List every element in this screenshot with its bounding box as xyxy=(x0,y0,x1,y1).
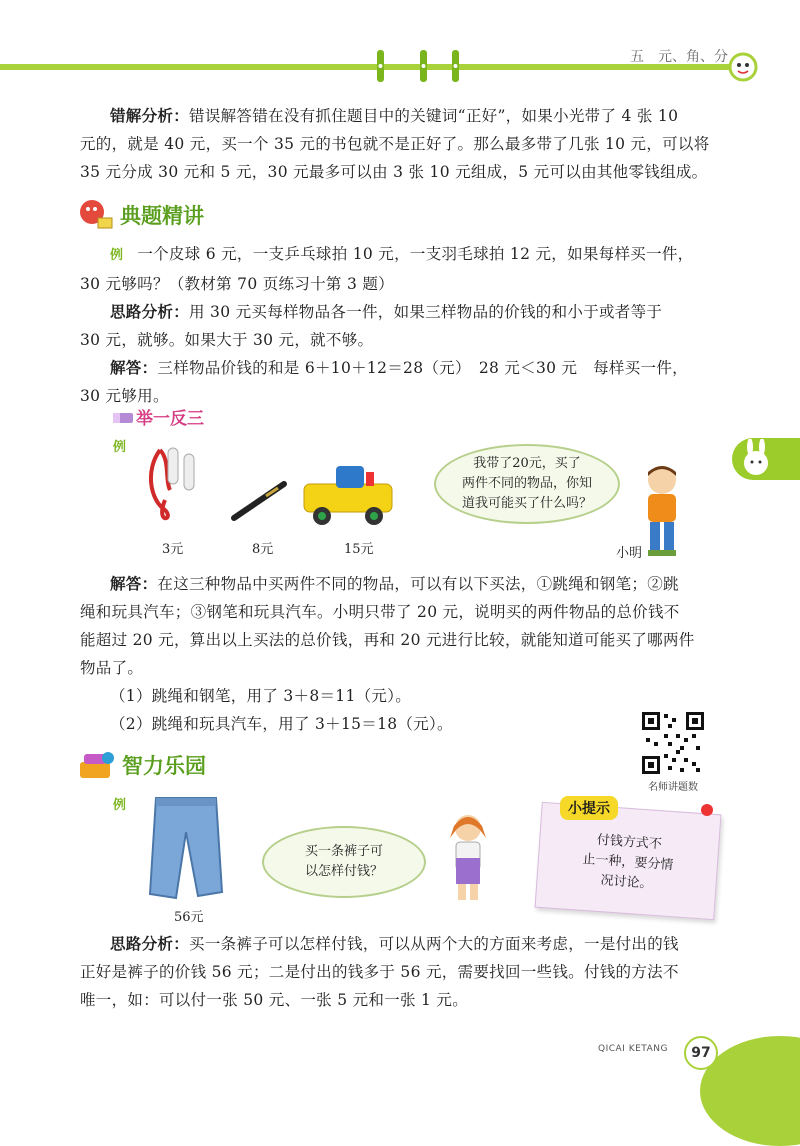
solution-1: （1）跳绳和钢笔，用了 3＋8＝11（元）。 xyxy=(110,687,412,705)
puzzle-analysis-line-2: 正好是裤子的价钱 56 元；二是付出的钱多于 56 元，需要找回一些钱。付钱的方法不 xyxy=(80,963,679,981)
tip-note xyxy=(535,802,722,920)
solution-2: （2）跳绳和玩具汽车，用了 3＋15＝18（元）。 xyxy=(110,715,453,733)
classic-answer-line-1: 三样物品价钱的和是 6＋10＋12＝28（元） 28 元＜30 元 每样买一件， xyxy=(157,359,688,377)
error-line-3: 35 元分成 30 元和 5 元，30 元最多可以由 3 张 10 元组成，5 元可以由其他零钱组成。 xyxy=(80,163,708,181)
page-number: 97 xyxy=(684,1036,718,1070)
example-tag: 例 xyxy=(110,248,124,263)
header-mascot-icon xyxy=(728,52,758,82)
puzzle-example-tag: 例 xyxy=(113,798,127,813)
girl-bubble-line-2: 以怎样付钱？ xyxy=(304,864,383,879)
question-line-2: 30 元够吗？（教材第 70 页练习十第 3 题） xyxy=(80,275,394,293)
qr-code[interactable] xyxy=(640,710,706,776)
question-line-1: 一个皮球 6 元，一支乒乓球拍 10 元，一支羽毛球拍 12 元，如果每样买一件， xyxy=(137,245,694,263)
error-analysis-label: 错解分析： xyxy=(110,107,190,125)
classic-section-title: 典题精讲 xyxy=(120,204,204,228)
classic-analysis-line-1: 用 30 元买每样物品各一件，如果三样物品的价钱的和小于或者等于 xyxy=(189,303,663,321)
pin-icon xyxy=(700,802,714,816)
practice-section-title: 举一反三 xyxy=(136,409,204,429)
bubble-line-1: 我带了20元，买了 xyxy=(473,456,581,471)
tip-line-2: 止一种，要分情 xyxy=(581,851,674,874)
bubble-line-3: 道我可能买了什么吗？ xyxy=(461,496,592,511)
classic-answer-label: 解答： xyxy=(110,359,158,377)
practice-answer-line-4: 物品了。 xyxy=(80,659,144,677)
toy-car-image xyxy=(296,456,400,528)
xiaoming-speech-bubble xyxy=(434,444,620,524)
eraser-icon xyxy=(112,410,134,424)
puzzle-analysis-label: 思路分析： xyxy=(110,935,190,953)
error-line-1: 错误解答错在没有抓住题目中的关键词“正好”，如果小光带了 4 张 10 xyxy=(189,107,679,125)
classic-analysis-label: 思路分析： xyxy=(110,303,190,321)
jump-rope-image xyxy=(140,440,210,528)
puzzle-analysis xyxy=(80,930,730,1014)
classic-analysis-line-2: 30 元，就够。如果大于 30 元，就不够。 xyxy=(80,331,374,349)
puzzle-analysis-line-3: 唯一，如：可以付一张 50 元、一张 5 元和一张 1 元。 xyxy=(80,991,469,1009)
practice-answer-line-3: 能超过 20 元，算出以上买法的总价钱，再和 20 元进行比较，就能知道可能买了哪两件 xyxy=(80,631,695,649)
jeans-image xyxy=(136,792,236,904)
practice-example-tag: 例 xyxy=(113,440,127,455)
classic-answer-line-2: 30 元够用。 xyxy=(80,387,169,405)
chapter-label: 五 元、角、分 xyxy=(630,49,728,65)
puzzle-analysis-line-1: 买一条裤子可以怎样付钱，可以从两个大的方面来考虑，一是付出的钱 xyxy=(189,935,679,953)
puzzle-section-icon xyxy=(78,748,118,780)
pen-price: 8元 xyxy=(252,542,274,557)
tip-line-3: 况讨论。 xyxy=(600,873,653,892)
girl-figure xyxy=(440,808,496,904)
error-analysis xyxy=(80,102,730,186)
qr-caption: 名师讲题数 xyxy=(648,782,698,793)
puzzle-section-title: 智力乐园 xyxy=(122,754,206,778)
header-bar xyxy=(0,64,738,70)
side-tab xyxy=(732,438,800,480)
bunny-icon xyxy=(736,439,776,479)
header-rings xyxy=(370,46,470,86)
practice-answer-line-1: 在这三种物品中买两件不同的物品，可以有以下买法，①跳绳和钢笔；②跳 xyxy=(157,575,679,593)
girl-speech-bubble xyxy=(262,826,426,898)
practice-answer-label: 解答： xyxy=(110,575,158,593)
girl-bubble-line-1: 买一条裤子可 xyxy=(304,844,383,859)
classic-section-icon xyxy=(78,196,114,230)
tip-title: 小提示 xyxy=(560,796,618,820)
xiaoming-name: 小明 xyxy=(616,546,643,561)
pen-image xyxy=(228,478,292,524)
error-line-2: 元的，就是 40 元，买一个 35 元的书包就不是正好了。那么最多带了几张 10 元，可以将 xyxy=(80,135,710,153)
toy-car-price: 15元 xyxy=(344,542,374,557)
practice-answer xyxy=(80,570,730,738)
binder-rings-icon xyxy=(370,46,470,86)
footer-brand: QICAI KETANG xyxy=(598,1044,668,1054)
jump-rope-price: 3元 xyxy=(162,542,184,557)
bubble-line-2: 两件不同的物品，你知 xyxy=(461,476,592,491)
tip-line-1: 付钱方式不 xyxy=(596,832,663,853)
practice-answer-line-2: 绳和玩具汽车；③钢笔和玩具汽车。小明只带了 20 元，说明买的两件物品的总价钱不 xyxy=(80,603,680,621)
jeans-price: 56元 xyxy=(174,910,204,925)
classic-question xyxy=(80,240,730,410)
